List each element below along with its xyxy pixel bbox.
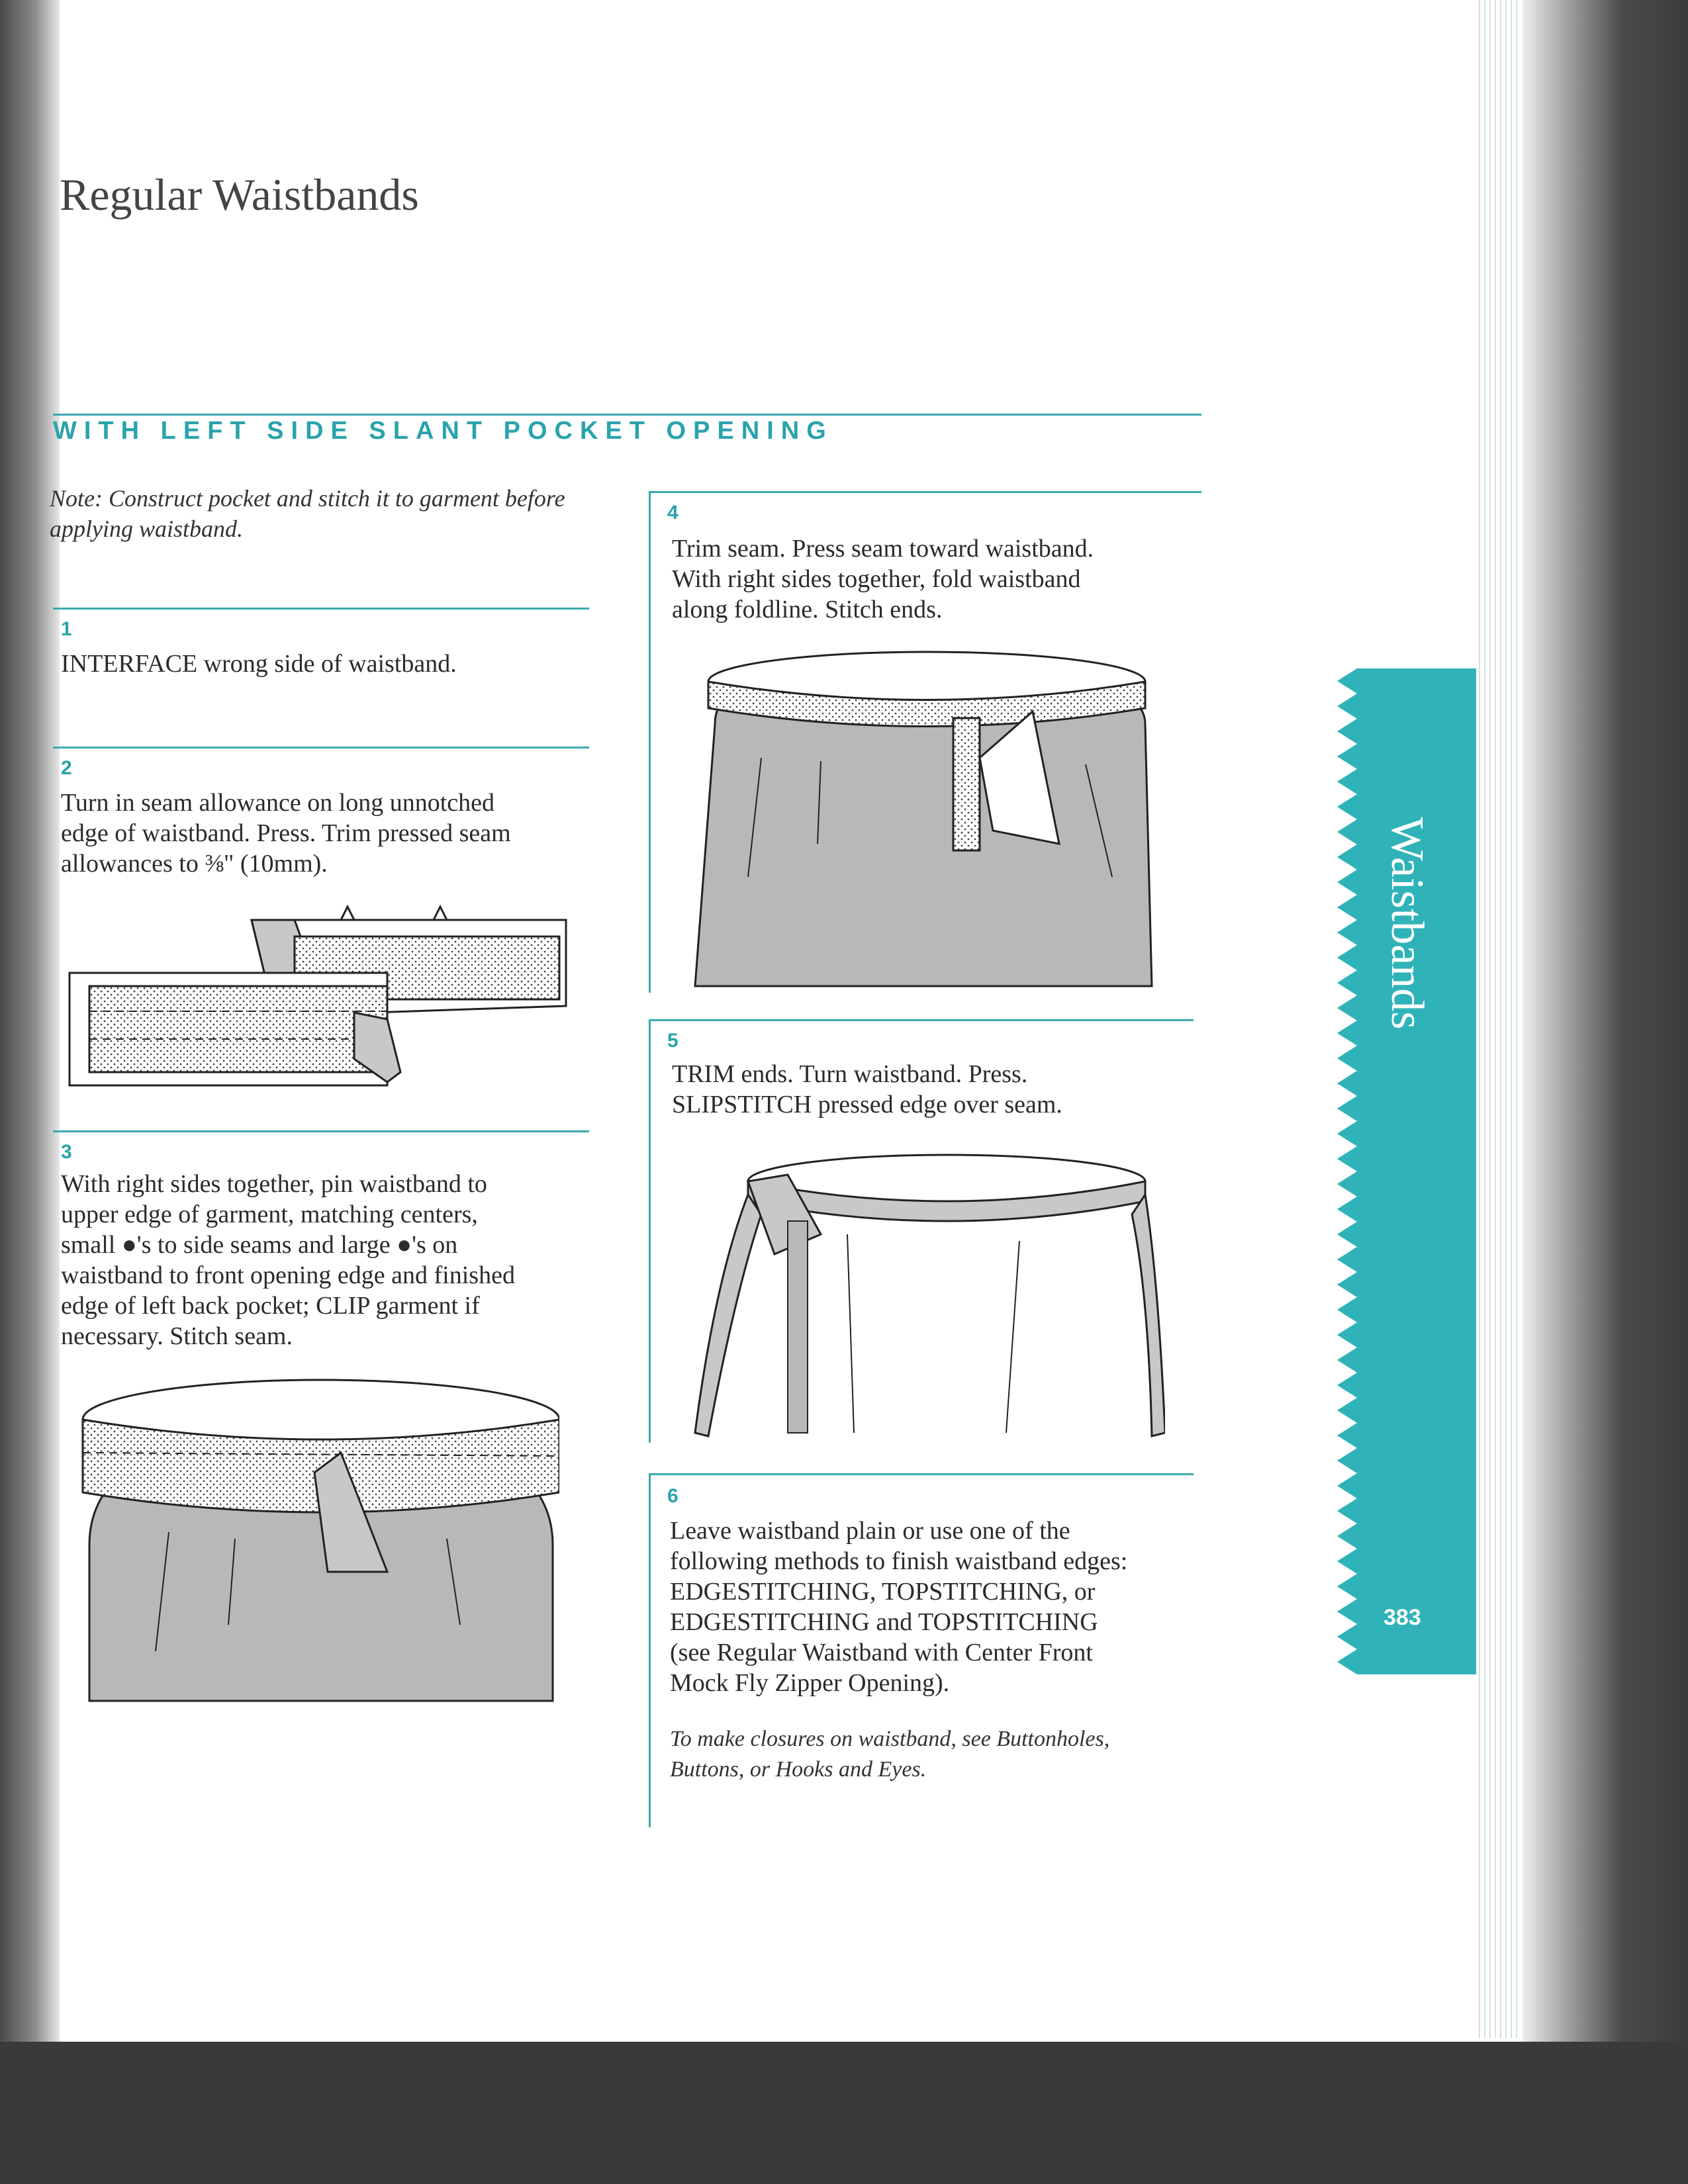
page-edges: [1475, 0, 1520, 2038]
step-2-number: 2: [61, 757, 72, 779]
step-3-line: With right sides together, pin waistband to: [61, 1170, 487, 1198]
step-5-number: 5: [667, 1030, 679, 1052]
scan-shadow-left: [0, 0, 60, 2184]
tab-label-text: Waistbands: [1382, 817, 1432, 1030]
step-4-number: 4: [667, 502, 679, 523]
scan-shadow-bottom: [0, 2042, 1688, 2184]
step-5-line: TRIM ends. Turn waistband. Press.: [672, 1060, 1028, 1088]
step-2-line: allowances to ⅜" (10mm).: [61, 850, 328, 878]
step-6-rule: [649, 1473, 1194, 1475]
step-6-number: 6: [667, 1485, 679, 1507]
step-3-rule: [53, 1130, 589, 1132]
step-1-text: [61, 649, 457, 679]
step-3-line: waistband to front opening edge and finished: [61, 1261, 515, 1289]
step-4-rule: [649, 491, 1201, 493]
step-4-illustration: [688, 645, 1165, 989]
step-3-line: upper edge of garment, matching centers,: [61, 1201, 478, 1228]
step-6-line: Leave waistband plain or use one of the: [670, 1517, 1070, 1545]
step-3-illustration: [76, 1373, 559, 1704]
step-6-line: Mock Fly Zipper Opening).: [670, 1669, 950, 1697]
step-4-line: along foldline. Stitch ends.: [672, 596, 943, 623]
step-1-rule: [53, 608, 589, 610]
step-1-line: INTERFACE wrong side of waistband.: [61, 650, 457, 678]
page-number: 383: [1383, 1605, 1421, 1630]
step-2-illustration: [63, 900, 579, 1092]
step-6-line: EDGESTITCHING and TOPSTITCHING: [670, 1608, 1098, 1636]
step-6-line: (see Regular Waistband with Center Front: [670, 1639, 1093, 1666]
step-4-vrule: [649, 491, 651, 993]
closing-note-line: Buttons, or Hooks and Eyes.: [670, 1757, 927, 1782]
step-4-line: With right sides together, fold waistband: [672, 565, 1081, 593]
section-rule: [53, 414, 1201, 416]
step-5-illustration: [688, 1148, 1165, 1439]
closing-note: [670, 1724, 1109, 1785]
section-heading: WITH LEFT SIDE SLANT POCKET OPENING: [53, 417, 833, 445]
step-2-text: [61, 788, 511, 879]
step-3-number: 3: [61, 1141, 72, 1163]
step-3-line: edge of left back pocket; CLIP garment if: [61, 1292, 480, 1320]
step-6-vrule: [649, 1473, 651, 1827]
step-6-line: EDGESTITCHING, TOPSTITCHING, or: [670, 1578, 1096, 1606]
step-5-rule: [649, 1019, 1194, 1021]
page-title: Regular Waistbands: [60, 169, 419, 220]
scan-shadow-right: [1523, 0, 1688, 2184]
step-6-line: following methods to finish waistband edges:: [670, 1547, 1128, 1575]
step-3-line: necessary. Stitch seam.: [61, 1322, 293, 1350]
step-5-text: [672, 1059, 1062, 1120]
step-4-text: [672, 533, 1094, 625]
step-2-line: Turn in seam allowance on long unnotched: [61, 789, 495, 817]
intro-note: Note: Construct pocket and stitch it to garment before applying waistband.: [50, 485, 565, 542]
step-5-vrule: [649, 1019, 651, 1443]
step-3-line: small ●'s to side seams and large ●'s on: [61, 1231, 458, 1259]
step-2-line: edge of waistband. Press. Trim pressed seam: [61, 819, 511, 847]
step-4-line: Trim seam. Press seam toward waistband.: [672, 535, 1094, 563]
step-5-line: SLIPSTITCH pressed edge over seam.: [672, 1091, 1062, 1118]
closing-note-line: To make closures on waistband, see Buttonholes,: [670, 1727, 1110, 1751]
step-2-rule: [53, 747, 589, 749]
step-1-number: 1: [61, 618, 72, 640]
step-6-text: [670, 1516, 1127, 1698]
step-3-text: [61, 1169, 515, 1351]
